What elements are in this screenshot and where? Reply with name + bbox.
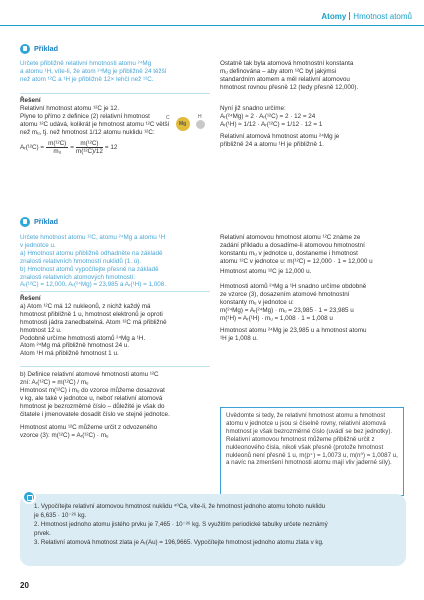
text-line: Relativní atomová hmotnost atomu ²⁴Mg je bbox=[220, 132, 340, 140]
numerator: m(¹²C) bbox=[48, 139, 67, 147]
formula-result: = 12 bbox=[104, 143, 118, 151]
text-line: než mᵤ, tj. než hmotnost 1/12 atomu nuklidu ¹²C: bbox=[20, 128, 155, 136]
text-line: Relativní hmotnost atomu ¹²C je 12. bbox=[20, 104, 120, 112]
text-line: znalosti relativních hmotností nuklidů (1. ú). bbox=[20, 257, 142, 265]
text-line: konstantu mᵤ v jednotce u, dostaneme i hmotnost bbox=[220, 249, 358, 257]
ex2-solution-right bbox=[220, 268, 410, 343]
exercise-icon bbox=[22, 490, 36, 504]
example-1-title: Příklad bbox=[34, 44, 58, 53]
ex1-solution-right bbox=[220, 105, 410, 149]
text-line: Aᵣ(¹²C) = 12,000, Aᵣ(²⁴Mg) = 23,985 a Aᵣ(¹H) = 1,008. bbox=[20, 281, 167, 289]
denominator: mᵤ bbox=[53, 148, 61, 156]
text-line: Hmotnost atomu ²⁴Mg je 23,985 u a hmotnost atomu bbox=[220, 327, 367, 335]
label-mg: Mg bbox=[179, 121, 187, 127]
example-1-heading bbox=[20, 44, 58, 54]
ex1-task-right bbox=[220, 60, 410, 92]
example-icon bbox=[20, 44, 30, 54]
example-2-heading bbox=[20, 217, 58, 227]
ex1-divider bbox=[20, 93, 210, 94]
text-line: Určete přibližně relativní hmotnosti atomu ²⁴Mg bbox=[20, 60, 152, 67]
text-line: přibližně 24 a atomu ¹H je přibližně 1. bbox=[220, 140, 324, 148]
text-line: Aᵣ(¹H) ≈ 1/12 · Aᵣ(¹²C) = 1/12 · 12 = 1 bbox=[220, 120, 323, 128]
ex2-divider-b bbox=[20, 366, 210, 367]
h-atom-circle bbox=[196, 120, 205, 129]
header-separator bbox=[349, 12, 350, 20]
ex2-divider bbox=[20, 291, 210, 292]
text-line: čitatele i jmenovatele dosadit číslo ve stejné jednotce. bbox=[20, 410, 170, 418]
text-line: hmotnost rovnou přesně 12 (tedy přesně 12,000). bbox=[220, 83, 359, 91]
text-line: Nyní již snadno určíme: bbox=[220, 105, 286, 112]
text-line: Hmotnost atomu ¹²C je 12,000 u. bbox=[220, 268, 312, 275]
text-line: Podobně určíme hmotnosti atomů ²⁴Mg a ¹H. bbox=[20, 334, 146, 342]
text-line: zadání příkladu a dosadíme-li atomovou hmotnostní bbox=[220, 241, 365, 249]
ex2-task-left bbox=[20, 234, 214, 289]
text-line: a) Atom ¹²C má 12 nukleonů, z nichž každý má bbox=[20, 302, 151, 310]
text-line: v jednotce u. bbox=[20, 241, 56, 249]
text-line: Ostatně tak byla atomová hmotnostní konstanta bbox=[220, 60, 354, 67]
fraction bbox=[76, 140, 103, 157]
header-rule bbox=[0, 25, 424, 26]
example-icon bbox=[20, 217, 30, 227]
key-note-box bbox=[220, 407, 404, 496]
text-line: b) Hmotnost atomů vypočítejte přesně na základě bbox=[20, 265, 159, 273]
text-line: hmotnosti jádra zanedbatelná. Atom ¹²C má přibližně bbox=[20, 318, 167, 326]
text-line: Relativní atomovou hmotnost atomu ¹²C známe ze bbox=[220, 234, 361, 241]
text-line: konstanty mᵤ v jednotce u: bbox=[220, 298, 294, 306]
exercise-line: 1. Vypočítejte relativní atomovou hmotnost nuklidu ⁴⁰Ca, víte-li, že hmotnost jednoho atomu tohoto nuklidu bbox=[34, 503, 326, 510]
ex2-solution-left-a bbox=[20, 295, 214, 358]
exercise-line: je 6,635 · 10⁻²⁶ kg. bbox=[34, 512, 87, 519]
text-line: a) Hmotnost atomu přibližně odhadněte na základě bbox=[20, 249, 163, 257]
text-line: Hmotnost m(¹²C) i mᵤ do vzorce můžeme dosazovat bbox=[20, 386, 165, 394]
text-line: Atom ²⁴Mg má přibližně hmotnost 24 u. bbox=[20, 342, 130, 350]
text-line: ze vzorce (3), dosazením atomové hmotnostní bbox=[220, 290, 350, 298]
solution-label: Řešení bbox=[20, 97, 41, 104]
solution-label: Řešení bbox=[20, 295, 41, 302]
numerator: m(¹²C) bbox=[76, 140, 103, 149]
text-line: Plyne to přímo z definice (2) relativní hmotnost bbox=[20, 112, 150, 120]
text-line: Určete hmotnost atomu ¹²C, atomu ²⁴Mg a atomu ¹H bbox=[20, 234, 166, 241]
text-line: standardním atomem a měl relativní atomovou bbox=[220, 75, 350, 83]
text-line: ¹H je 1,008 u. bbox=[220, 335, 258, 343]
formula-lhs: Aᵣ(¹²C) = bbox=[20, 143, 45, 151]
text-line bbox=[220, 276, 410, 283]
label-c: C bbox=[166, 115, 170, 121]
ex1-formula bbox=[20, 140, 210, 157]
text-line: mᵤ definována – aby atom ¹²C byl jakýmsi bbox=[220, 67, 337, 75]
note-text: Uvědomte si tedy, že relativní hmotnost atomu a hmotnost atomu v jednotce u jsou si číselně rovny, relativní atomová hmotnost je však bezrozměrné číslo (uvádí se bez jednotky). Relativní atomovou hmotnost můžeme přibližně určit z nukleonového čísla, nikoli však přesně (protože hmotnost nukleonů není přesně 1 u, m(p⁺) = 1,0073 u, m(n⁰) = 1,0087 u, a navíc na zmenšení hmotnosti atomu mají vliv jaderné síly). bbox=[226, 412, 398, 467]
example-2-title: Příklad bbox=[34, 217, 58, 226]
text-line: Hmotnost atomu ¹²C můžeme určit z odvozeného bbox=[20, 424, 158, 432]
text-line: atomu ¹²C udává, kolikrát je hmotnost atomu ¹²C větší bbox=[20, 120, 170, 128]
header-section: Hmotnost atomů bbox=[353, 12, 412, 21]
exercise-line: 3. Relativní atomová hmotnost zlata je Aᵣ(Au) = 196,9665. Vypočítejte hmotnost jednoho atomu zlata v kg. bbox=[34, 539, 324, 546]
ex2-solution-left-b bbox=[20, 371, 214, 440]
equals: = bbox=[70, 143, 74, 151]
text-line: znalosti relativních atomových hmotností: bbox=[20, 273, 136, 281]
exercises-box bbox=[20, 494, 406, 566]
text-line: m(¹H) = Aᵣ(¹H) · mᵤ = 1,008 · 1 = 1,008 u bbox=[220, 314, 333, 322]
text-line: hmotnost 12 u. bbox=[20, 326, 62, 334]
text-line: m(²⁴Mg) = Aᵣ(²⁴Mg) · mᵤ = 23,985 · 1 = 23,985 u bbox=[220, 306, 354, 314]
ex1-task-left bbox=[20, 60, 210, 84]
header-chapter: Atomy bbox=[321, 12, 347, 21]
page-number: 20 bbox=[20, 581, 29, 590]
label-h: H bbox=[198, 114, 202, 120]
text-line: Atom ¹H má přibližně hmotnost 1 u. bbox=[20, 350, 119, 358]
text-line: hmotnost je bezrozměrné číslo – důležité je však do bbox=[20, 402, 165, 410]
text-line: hmotnost přibližně 1 u, hmotnost elektronů je oproti bbox=[20, 310, 163, 318]
exercise-line: 2. Hmotnost jednoho atomu jistého prvku je 7,465 · 10⁻²⁶ kg. S využitím periodické tabulky určete neznámý bbox=[34, 521, 328, 528]
text-line: atomu ¹²C v jednotce u: m(¹²C) = 12,000 · 1 = 12,000 u bbox=[220, 257, 373, 265]
text-line: zní: Aᵣ(¹²C) = m(¹²C) / mᵤ bbox=[20, 378, 89, 386]
text-line: Hmotnosti atomů ²⁴Mg a ¹H snadno určíme obdobně bbox=[220, 282, 367, 290]
text-line: b) Definice relativní atomové hmotnosti atomu ¹²C bbox=[20, 371, 159, 378]
text-line: Aᵣ(²⁴Mg) ≈ 2 · Aᵣ(¹²C) = 2 · 12 = 24 bbox=[220, 112, 316, 120]
ex2-task-right bbox=[220, 234, 410, 266]
text-line: a atomu ¹H, víte-li, že atom ²⁴Mg je přibližně 24 těžší bbox=[20, 67, 167, 75]
fraction bbox=[46, 140, 68, 157]
text-line: než atom ¹²C a ¹H je přibližně 12× lehčí než ¹²C. bbox=[20, 75, 154, 83]
atoms-illustration bbox=[162, 114, 202, 136]
text-line: v kg, ale také v jednotce u, neboť relativní atomová bbox=[20, 394, 163, 402]
exercise-line: prvek. bbox=[34, 530, 51, 537]
denominator: m(¹²C)/12 bbox=[75, 148, 103, 156]
text-line: vzorce (3): m(¹²C) = Aᵣ(¹²C) · mᵤ bbox=[20, 432, 109, 440]
running-header bbox=[321, 12, 412, 21]
